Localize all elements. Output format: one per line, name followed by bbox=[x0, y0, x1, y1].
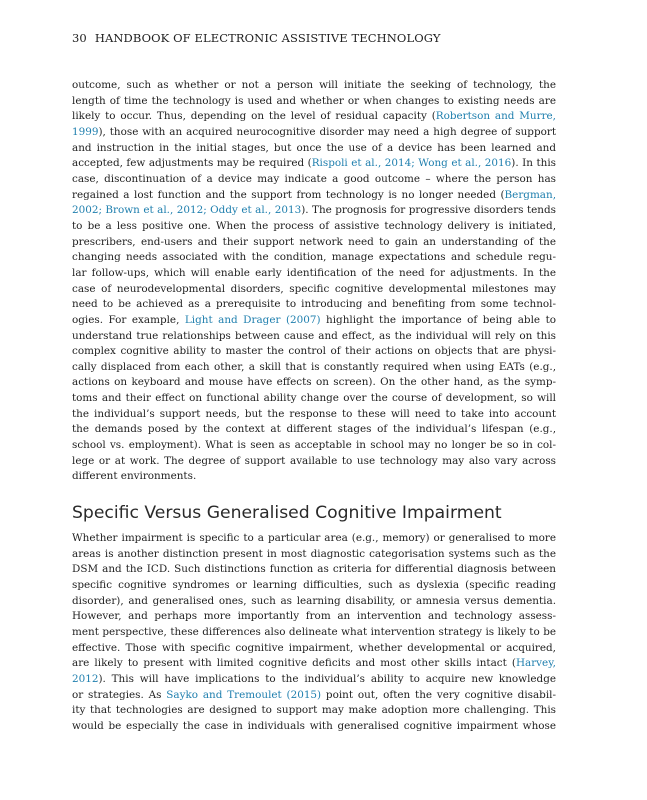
text-run: are likely to present with limited cognitive deficits and most other skills intact ( bbox=[72, 657, 516, 670]
text-run: regained a lost function and the support from technology is no longer needed ( bbox=[72, 188, 505, 201]
text-line bbox=[72, 641, 556, 657]
text-line bbox=[72, 329, 556, 345]
text-run: point out, often the very cognitive disabil- bbox=[321, 688, 556, 701]
text-run: However, and perhaps more importantly from an intervention and technology assess- bbox=[72, 610, 556, 623]
text-run: changing needs associated with the condition, manage expectations and schedule regu- bbox=[72, 251, 556, 264]
text-run: specific cognitive syndromes or learning difficulties, such as dyslexia (specific reading bbox=[72, 578, 556, 591]
text-run: likely to occur. Thus, depending on the level of residual capacity ( bbox=[72, 110, 436, 123]
citation-link[interactable]: 2002; Brown et al., 2012; Oddy et al., 2013 bbox=[72, 204, 302, 217]
text-line bbox=[72, 719, 556, 735]
text-run: toms and their effect on functional ability change over the course of development, so will bbox=[72, 392, 556, 405]
text-run: ). The prognosis for progressive disorders tends bbox=[301, 204, 556, 217]
text-run: ), those with an acquired neurocognitive disorder may need a high degree of support bbox=[98, 125, 556, 138]
text-run: lar follow-ups, which will enable early identification of the need for adjustments. In the bbox=[72, 266, 556, 279]
text-line bbox=[72, 297, 556, 313]
text-run: and instruction in the initial stages, but once the use of a device has been learned and bbox=[72, 141, 556, 154]
text-line bbox=[72, 578, 556, 594]
text-run: ity that technologies are designed to support may make adoption more challenging. This bbox=[72, 704, 556, 717]
text-line bbox=[72, 313, 556, 329]
citation-link[interactable]: Light and Drager (2007) bbox=[184, 313, 321, 326]
text-line bbox=[72, 562, 556, 578]
text-run: prescribers, end-users and their support network need to gain an understanding of the bbox=[72, 235, 556, 248]
text-line bbox=[72, 282, 556, 298]
text-line bbox=[72, 407, 556, 423]
text-run: case, discontinuation of a device may indicate a good outcome – where the person has bbox=[72, 172, 556, 185]
text-run: ). In this bbox=[511, 157, 556, 170]
text-run: lege or at work. The degree of support available to use technology may also vary across bbox=[72, 454, 556, 467]
citation-link[interactable]: 2012 bbox=[72, 672, 99, 685]
citation-link[interactable]: Rispoli et al., 2014; Wong et al., 2016 bbox=[311, 157, 512, 170]
text-line bbox=[72, 438, 556, 454]
text-line bbox=[72, 547, 556, 563]
text-run: understand true relationships between cause and effect, as the individual will rely on this bbox=[72, 329, 556, 342]
text-line bbox=[72, 454, 556, 470]
citation-link[interactable]: Sayko and Tremoulet (2015) bbox=[166, 688, 322, 701]
text-run: areas is another distinction present in most diagnostic categorisation systems such as the bbox=[72, 547, 556, 560]
text-run: different environments. bbox=[72, 470, 197, 483]
text-line bbox=[72, 172, 556, 188]
text-line bbox=[72, 656, 556, 672]
running-header bbox=[72, 31, 441, 45]
text-line bbox=[72, 594, 556, 610]
text-line bbox=[72, 422, 556, 438]
text-line bbox=[72, 235, 556, 251]
text-line bbox=[72, 375, 556, 391]
text-run: disorder), and generalised ones, such as learning disability, or amnesia versus dementia. bbox=[72, 594, 556, 607]
text-run: need to be achieved as a prerequisite to introducing and benefiting from some technol- bbox=[72, 298, 556, 311]
text-run: highlight the importance of being able to bbox=[320, 313, 556, 326]
citation-link[interactable]: Bergman, bbox=[504, 188, 556, 201]
citation-link[interactable]: Robertson and Murre, bbox=[435, 110, 556, 123]
text-run: cally displaced from each other, a skill that is constantly required when using EATs (e.g., bbox=[72, 360, 556, 373]
text-line bbox=[72, 250, 556, 266]
text-run: the demands posed by the context at different stages of the individual’s lifespan (e.g., bbox=[72, 423, 556, 436]
text-line bbox=[72, 672, 556, 688]
section-heading: Specific Versus Generalised Cognitive Impairment bbox=[72, 503, 502, 523]
text-line bbox=[72, 360, 556, 376]
citation-link[interactable]: 1999 bbox=[72, 125, 99, 138]
text-run: length of time the technology is used and whether or when changes to existing needs are bbox=[72, 94, 556, 107]
text-run: ). This will have implications to the individual’s ability to acquire new knowledge bbox=[98, 672, 556, 685]
text-line bbox=[72, 469, 556, 485]
text-line bbox=[72, 188, 556, 204]
text-line bbox=[72, 156, 556, 172]
page-number: 30 bbox=[72, 31, 87, 45]
text-run: accepted, few adjustments may be required ( bbox=[72, 157, 312, 170]
text-line bbox=[72, 391, 556, 407]
text-line bbox=[72, 203, 556, 219]
text-line bbox=[72, 109, 556, 125]
text-line bbox=[72, 266, 556, 282]
text-run: to be a less positive one. When the process of assistive technology delivery is initiated, bbox=[72, 219, 556, 232]
text-run: actions on keyboard and mouse have effects on screen). On the other hand, as the symp- bbox=[72, 376, 556, 389]
text-run: Whether impairment is specific to a particular area (e.g., memory) or generalised to more bbox=[72, 532, 556, 544]
text-line bbox=[72, 94, 556, 110]
text-line bbox=[72, 125, 556, 141]
text-line bbox=[72, 703, 556, 719]
text-line bbox=[72, 141, 556, 157]
text-line bbox=[72, 219, 556, 235]
text-run: school vs. employment). What is seen as acceptable in school may no longer be so in col- bbox=[72, 439, 556, 452]
text-run: effective. Those with specific cognitive impairment, whether developmental or acquired, bbox=[72, 641, 556, 654]
text-run: would be especially the case in individuals with generalised cognitive impairment whose bbox=[72, 719, 556, 732]
text-line bbox=[72, 344, 556, 360]
text-run: case of neurodevelopmental disorders, specific cognitive developmental milestones may bbox=[72, 282, 556, 295]
citation-link[interactable]: Harvey, bbox=[515, 657, 556, 670]
text-run: the individual’s support needs, but the response to these will need to take into account bbox=[72, 407, 556, 420]
text-run: or strategies. As bbox=[72, 688, 167, 701]
text-line bbox=[72, 609, 556, 625]
text-run: DSM and the ICD. Such distinctions function as criteria for differential diagnosis between bbox=[72, 563, 556, 576]
text-line bbox=[72, 625, 556, 641]
text-run: outcome, such as whether or not a person will initiate the seeking of technology, the bbox=[72, 79, 556, 91]
text-line bbox=[72, 78, 556, 94]
text-run: ogies. For example, bbox=[72, 313, 185, 326]
body-paragraph-2 bbox=[72, 531, 556, 735]
text-run: ment perspective, these differences also delineate what intervention strategy is likely to be bbox=[72, 625, 556, 638]
text-line bbox=[72, 688, 556, 704]
text-run: complex cognitive ability to master the control of their actions on objects that are physi- bbox=[72, 345, 556, 358]
text-line bbox=[72, 531, 556, 547]
body-paragraph-1 bbox=[72, 78, 556, 485]
running-title: HANDBOOK OF ELECTRONIC ASSISTIVE TECHNOLOGY bbox=[94, 31, 441, 45]
